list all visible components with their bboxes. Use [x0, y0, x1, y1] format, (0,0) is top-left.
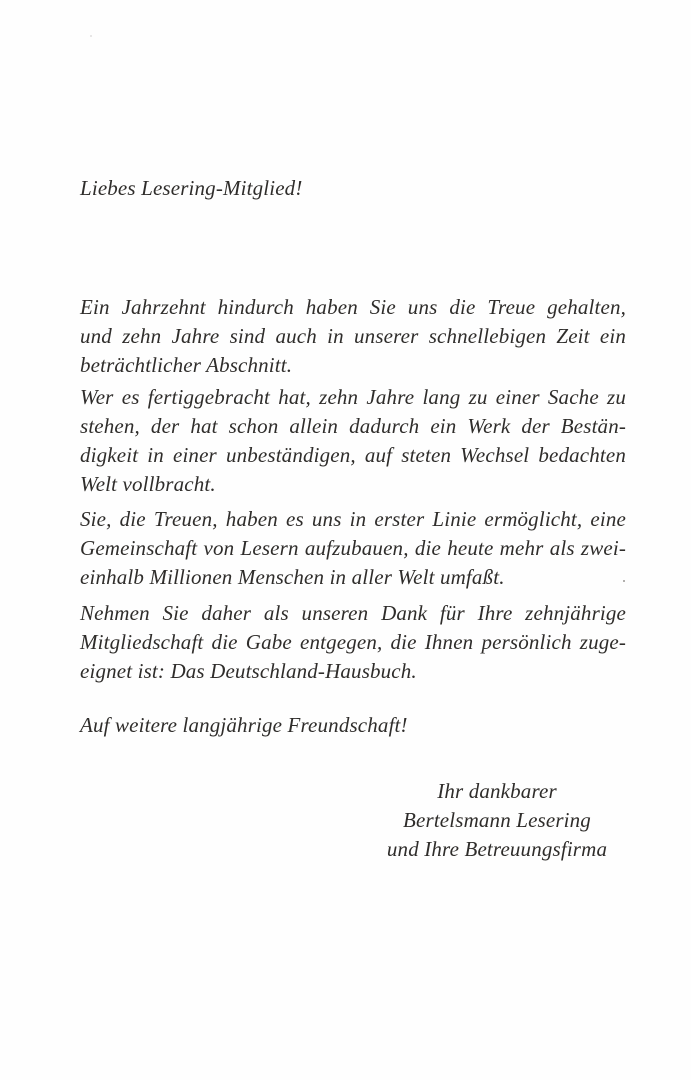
paragraph-1 [80, 293, 626, 380]
paragraph-line: stehen, der hat schon allein dadurch ein Werk der Bestän- [80, 414, 626, 438]
paragraph-line: Nehmen Sie daher als unseren Dank für Ihre zehnjährige [80, 601, 626, 625]
paragraph-line: Welt vollbracht. [80, 472, 216, 496]
paper-speck [623, 580, 625, 582]
paper-speck [90, 35, 92, 37]
paragraph-4 [80, 599, 626, 686]
paragraph-line: einhalb Millionen Menschen in aller Welt umfaßt. [80, 565, 505, 589]
signature-line: Ihr dankbarer [437, 779, 557, 803]
letter-greeting: Liebes Lesering-Mitglied! [80, 176, 303, 200]
paragraph-line: Mitgliedschaft die Gabe entgegen, die Ihnen persönlich zuge- [80, 630, 626, 654]
paragraph-line: eignet ist: Das Deutschland-Hausbuch. [80, 659, 417, 683]
paragraph-line: Gemeinschaft von Lesern aufzubauen, die heute mehr als zwei- [80, 536, 626, 560]
letter-signature [372, 777, 622, 864]
paragraph-line: und zehn Jahre sind auch in unserer schnellebigen Zeit ein [80, 324, 626, 348]
paragraph-line: Ein Jahrzehnt hindurch haben Sie uns die Treue gehalten, [80, 295, 626, 319]
paragraph-line: Wer es fertiggebracht hat, zehn Jahre lang zu einer Sache zu [80, 385, 626, 409]
paragraph-line: digkeit in einer unbeständigen, auf steten Wechsel bedachten [80, 443, 626, 467]
paragraph-line: beträchtlicher Abschnitt. [80, 353, 293, 377]
paragraph-2 [80, 383, 626, 499]
paragraph-line: Sie, die Treuen, haben es uns in erster Linie ermöglicht, eine [80, 507, 626, 531]
letter-closing: Auf weitere langjährige Freundschaft! [80, 713, 408, 737]
signature-line: Bertelsmann Lesering [403, 808, 591, 832]
paragraph-3 [80, 505, 626, 592]
signature-line: und Ihre Betreuungsfirma [386, 837, 608, 861]
